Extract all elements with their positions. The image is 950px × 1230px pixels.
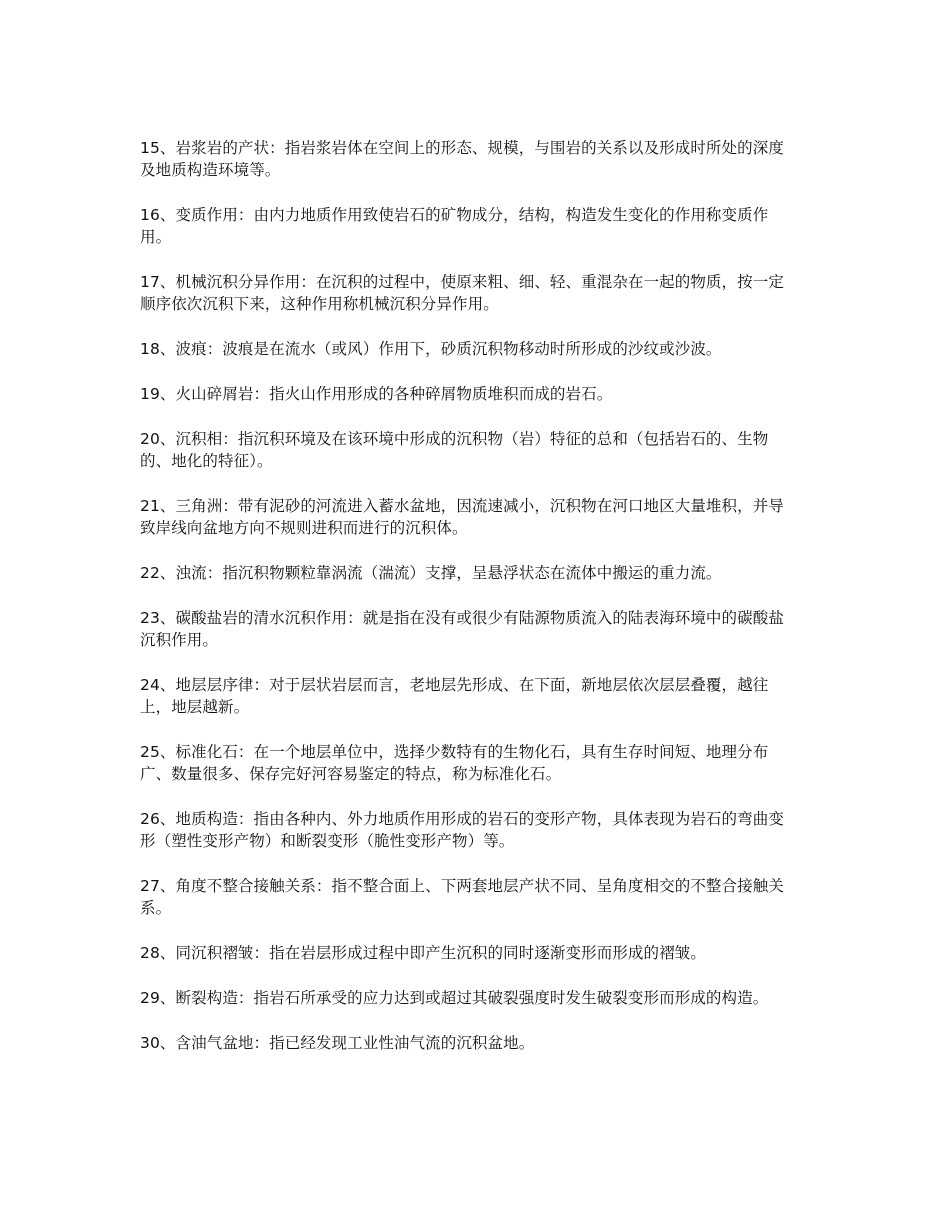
definition-entry-16: 16、变质作用：由内力地质作用致使岩石的矿物成分，结构，构造发生变化的作用称变质作用。 bbox=[140, 206, 769, 246]
definition-entry-15: 15、岩浆岩的产状：指岩浆岩体在空间上的形态、规模，与围岩的关系以及形成时所处的深度及地质构造环境等。 bbox=[140, 139, 784, 179]
definition-entry-27: 27、角度不整合接触关系：指不整合面上、下两套地层产状不同、呈角度相交的不整合接触关系。 bbox=[140, 877, 784, 917]
definition-entry-30: 30、含油气盆地：指已经发现工业性油气流的沉积盆地。 bbox=[140, 1034, 535, 1052]
definition-entry-24: 24、地层层序律：对于层状岩层而言，老地层先形成、在下面，新地层依次层层叠覆，越往上，地层越新。 bbox=[140, 676, 769, 716]
definition-entry-18: 18、波痕：波痕是在流水（或风）作用下，砂质沉积物移动时所形成的沙纹或沙波。 bbox=[140, 340, 722, 358]
definition-entry-29: 29、断裂构造：指岩石所承受的应力达到或超过其破裂强度时发生破裂变形而形成的构造。 bbox=[140, 989, 769, 1007]
definition-entry-25: 25、标准化石：在一个地层单位中，选择少数特有的生物化石，具有生存时间短、地理分布广、数量很多、保存完好河容易鉴定的特点，称为标准化石。 bbox=[140, 743, 769, 783]
definition-entry-17: 17、机械沉积分异作用：在沉积的过程中，使原来粗、细、轻、重混杂在一起的物质，按一定顺序依次沉积下来，这种作用称机械沉积分异作用。 bbox=[140, 273, 784, 313]
definition-entry-19: 19、火山碎屑岩：指火山作用形成的各种碎屑物质堆积而成的岩石。 bbox=[140, 385, 613, 403]
definition-entry-20: 20、沉积相：指沉积环境及在该环境中形成的沉积物（岩）特征的总和（包括岩石的、生物的、地化的特征）。 bbox=[140, 430, 769, 470]
definition-entry-23: 23、碳酸盐岩的清水沉积作用：就是指在没有或很少有陆源物质流入的陆表海环境中的碳酸盐沉积作用。 bbox=[140, 609, 784, 649]
definition-entry-26: 26、地质构造：指由各种内、外力地质作用形成的岩石的变形产物，具体表现为岩石的弯曲变形（塑性变形产物）和断裂变形（脆性变形产物）等。 bbox=[140, 810, 784, 850]
definition-list bbox=[140, 137, 790, 1077]
definition-entry-21: 21、三角洲：带有泥砂的河流进入蓄水盆地，因流速减小，沉积物在河口地区大量堆积，并导致岸线向盆地方向不规则进积而进行的沉积体。 bbox=[140, 497, 784, 537]
definition-entry-28: 28、同沉积褶皱：指在岩层形成过程中即产生沉积的同时逐渐变形而形成的褶皱。 bbox=[140, 944, 706, 962]
definition-entry-22: 22、浊流：指沉积物颗粒靠涡流（湍流）支撑，呈悬浮状态在流体中搬运的重力流。 bbox=[140, 564, 722, 582]
